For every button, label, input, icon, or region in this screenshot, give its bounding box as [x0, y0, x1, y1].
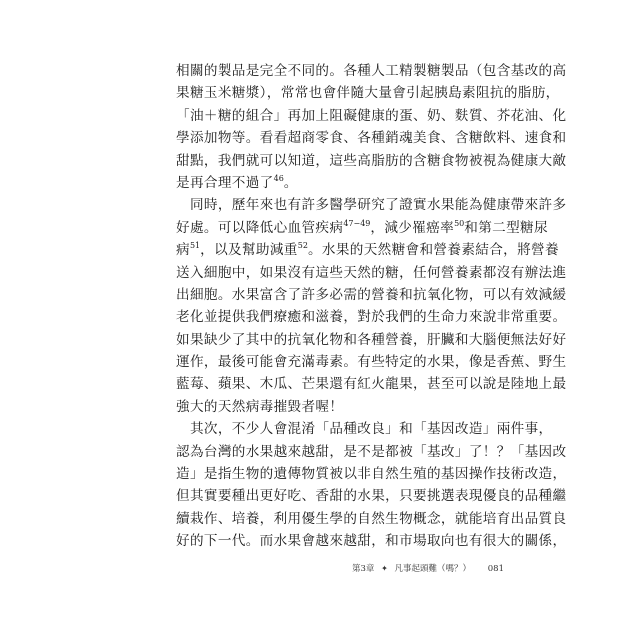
- text-line: [176, 463, 567, 485]
- citation-superscript: 50: [454, 218, 465, 228]
- text-line: [176, 262, 567, 284]
- text-line: [176, 485, 567, 507]
- text-line: [176, 530, 567, 552]
- page-number: 081: [487, 564, 504, 574]
- citation-superscript: 51: [189, 241, 201, 251]
- text-segment: 同時，歷年來也有許多醫學研究了證實水果能為健康帶來許多: [176, 197, 567, 214]
- text-segment: 強大的天然病毒摧毀者喔！: [176, 398, 344, 415]
- text-line: [176, 217, 548, 239]
- text-segment: 運作，最後可能會充滿毒素。有些特定的水果，像是香蕉、野生: [176, 354, 567, 371]
- text-line: [176, 239, 559, 261]
- page-footer: [352, 562, 504, 574]
- text-segment: 學添加物等。看看超商零食、各種銷魂美食、含糖飲料、速食和: [176, 130, 567, 147]
- text-segment: 和第二型糖尿: [464, 219, 548, 236]
- text-segment: 續栽作、培養，利用優生學的自然生物概念，就能培育出品質良: [176, 510, 567, 527]
- text-segment: ，以及幫助減重: [200, 242, 298, 259]
- text-segment: 病: [176, 242, 190, 259]
- text-line: [176, 284, 567, 306]
- text-segment: ，減少罹癌率: [370, 219, 455, 236]
- text-line: [176, 105, 567, 127]
- text-line: [176, 150, 567, 172]
- text-segment: 藍莓、蘋果、木瓜、芒果還有紅火龍果，甚至可以說是陸地上最: [176, 376, 567, 393]
- text-segment: 如果缺少了其中的抗氧化物和各種營養，肝臟和大腦便無法好好: [176, 331, 567, 348]
- text-segment: 送入細胞中，如果沒有這些天然的糖，任何營養素都沒有辦法進: [176, 264, 567, 281]
- star-icon: ✦: [381, 564, 388, 573]
- text-line: [176, 441, 567, 463]
- text-segment: 甜點，我們就可以知道，這些高脂肪的含糖食物被視為健康大敵: [176, 152, 567, 169]
- text-segment: 。水果的天然糖會和營養素結合，將營養: [307, 242, 559, 259]
- body-text: [176, 60, 567, 553]
- text-segment: 造」是指生物的遺傳物質被以非自然生殖的基因操作技術改造，: [176, 466, 567, 483]
- text-segment: 好處。可以降低心血管疾病: [176, 219, 344, 236]
- text-line: [176, 396, 466, 418]
- text-line: [176, 418, 553, 440]
- text-line: [176, 194, 567, 216]
- text-segment: 是再合理不過了: [176, 174, 274, 191]
- chapter-label: 第3章: [352, 564, 375, 574]
- text-segment: 但其實要種出更好吃、香甜的水果，只要挑選表現優良的品種繼: [176, 488, 567, 505]
- text-line: [176, 172, 466, 194]
- text-line: [176, 82, 560, 104]
- text-segment: 老化並提供我們療癒和滋養，對於我們的生命力來說非常重要。: [176, 309, 567, 326]
- chapter-title: 凡事起頭難（嗎？）: [394, 564, 472, 574]
- text-line: [176, 60, 567, 82]
- text-segment: 「油＋糖的組合」再加上阻礙健康的蛋、奶、麩質、芥花油、化: [176, 107, 567, 124]
- text-line: [176, 373, 567, 395]
- text-segment: 好的下一代。而水果會越來越甜，和市場取向也有很大的關係，: [176, 533, 567, 550]
- text-segment: 認為台灣的水果越來越甜，是不是都被「基改」了！？「基因改: [176, 443, 567, 460]
- citation-superscript: 52: [297, 241, 308, 251]
- text-line: [176, 306, 567, 328]
- text-line: [176, 127, 567, 149]
- text-segment: 果糖玉米糖漿），常常也會伴隨大量會引起胰島素阻抗的脂肪，: [176, 85, 560, 102]
- text-segment: 相關的製品是完全不同的。各種人工精製糖製品（包含基改的高: [176, 63, 567, 79]
- text-line: [176, 351, 567, 373]
- text-line: [176, 329, 567, 351]
- text-segment: 其次，不少人會混淆「品種改良」和「基因改造」兩件事，: [176, 421, 553, 438]
- citation-superscript: 47−49: [343, 218, 371, 228]
- text-segment: 。: [283, 174, 298, 191]
- citation-superscript: 46: [273, 173, 284, 183]
- text-line: [176, 508, 567, 530]
- text-segment: 出細胞。水果富含了許多必需的營養和抗氧化物，可以有效減緩: [176, 286, 567, 303]
